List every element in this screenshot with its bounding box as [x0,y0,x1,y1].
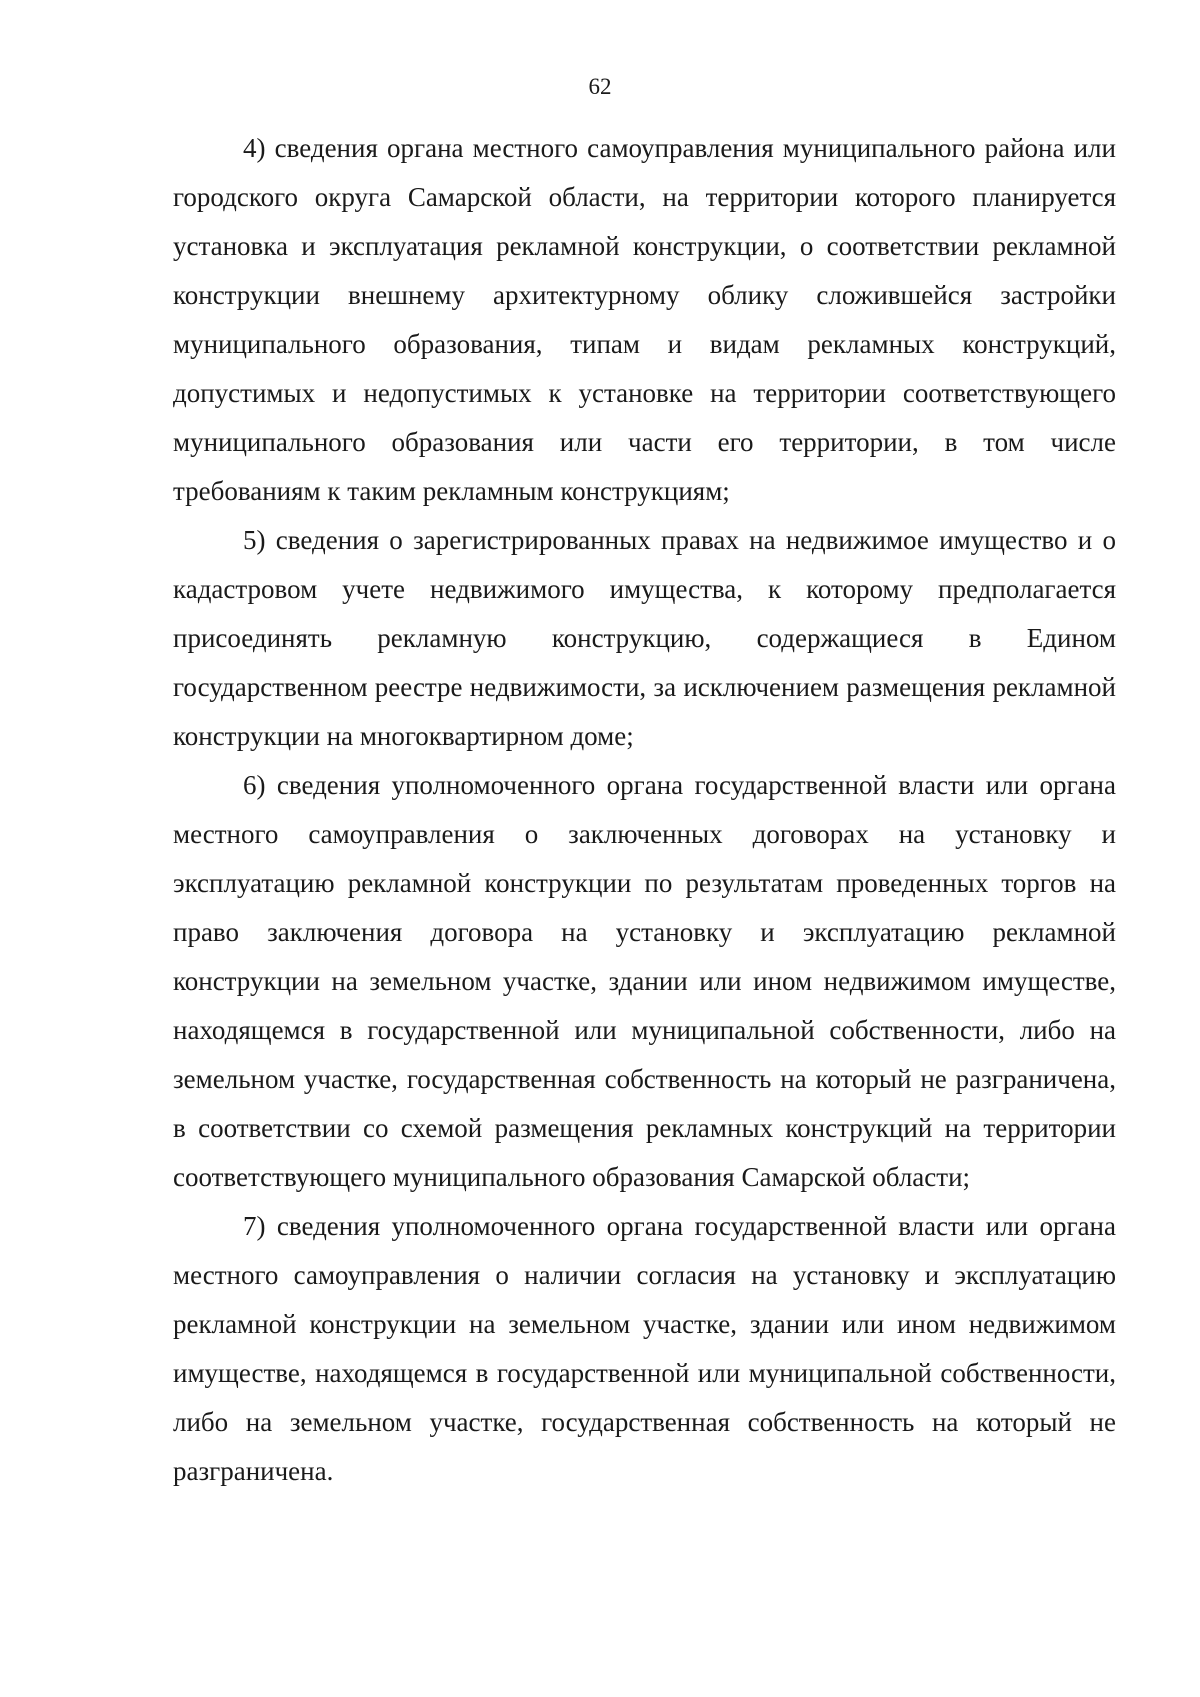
paragraph-item-6: 6) сведения уполномоченного органа государственной власти или органа местного самоуправления о заключенных договорах на установку и эксплуатацию рекламной конструкции по результатам проведенных торгов на право заключения договора на установку и эксплуатацию рекламной конструкции на земельном участке, здании или ином недвижимом имуществе, находящемся в государственной или муниципальной собственности, либо на земельном участке, государственная собственность на который не разграничена, в соответствии со схемой размещения рекламных конструкций на территории соответствующего муниципального образования Самарской области; [173,770,1116,1192]
page-number: 62 [588,74,612,99]
paragraph-item-4: 4) сведения органа местного самоуправления муниципального района или городского округа Самарской области, на территории которого планируется установка и эксплуатация рекламной конструкции, о соответствии рекламной конструкции внешнему архитектурному облику сложившейся застройки муниципального образования, типам и видам рекламных конструкций, допустимых и недопустимых к установке на территории соответствующего муниципального образования или части его территории, в том числе требованиям к таким рекламным конструкциям; [173,133,1116,506]
paragraph-item-7: 7) сведения уполномоченного органа государственной власти или органа местного самоуправления о наличии согласия на установку и эксплуатацию рекламной конструкции на земельном участке, здании или ином недвижимом имуществе, находящемся в государственной или муниципальной собственности, либо на земельном участке, государственная собственность на который не разграничена. [173,1211,1116,1486]
document-body [173,124,1116,1496]
paragraph-item-5: 5) сведения о зарегистрированных правах на недвижимое имущество и о кадастровом учете недвижимого имущества, к которому предполагается присоединять рекламную конструкцию, содержащиеся в Едином государственном реестре недвижимости, за исключением размещения рекламной конструкции на многоквартирном доме; [173,525,1116,751]
